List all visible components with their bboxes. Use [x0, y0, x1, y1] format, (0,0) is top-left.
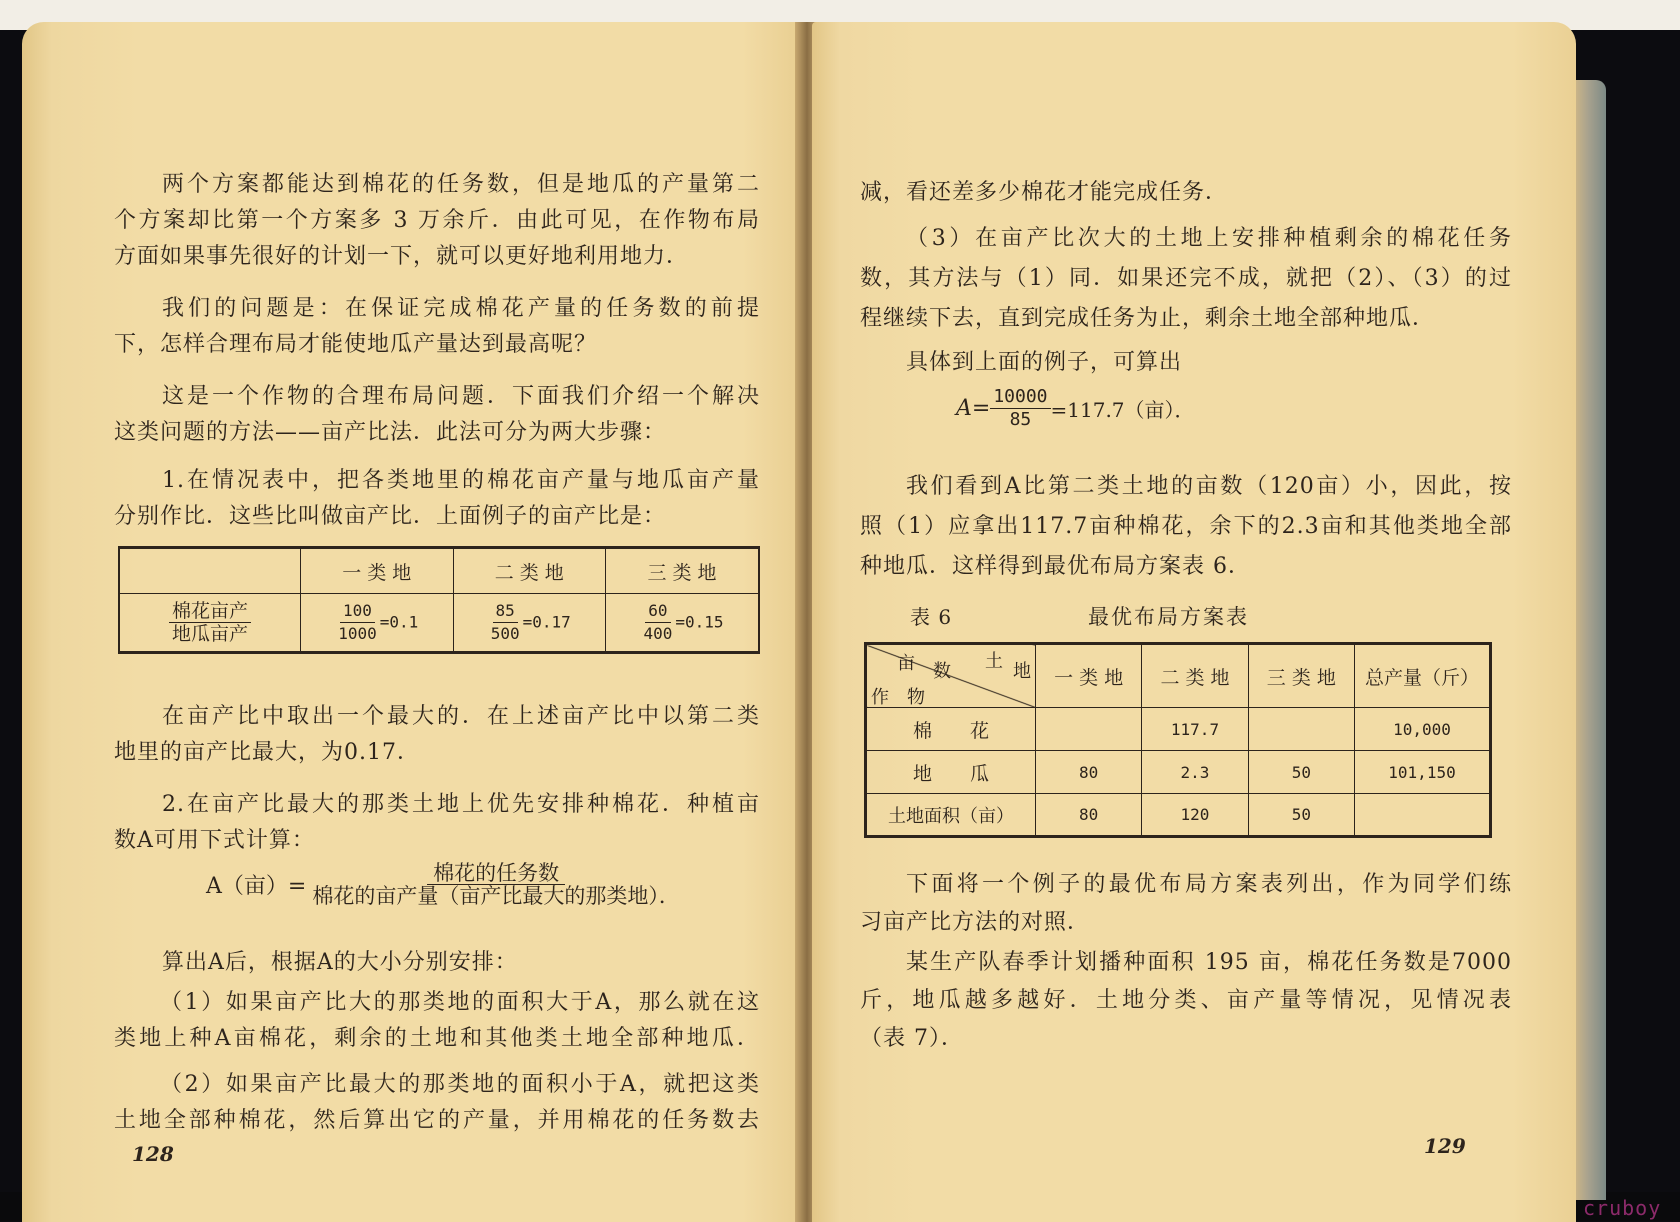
text-line: 地里的亩产比最大，为0.17．	[114, 740, 420, 765]
text-line: 这是一个作物的合理布局问题．下面我们介绍一个解决	[162, 384, 760, 409]
table6-title: 最优布局方案表	[1088, 605, 1249, 629]
ratio-header: 一 类 地	[301, 548, 454, 594]
table6-label: 表 6	[910, 605, 953, 629]
text-line: 减，看还差多少棉花才能完成任务．	[860, 180, 1229, 205]
text-line: 方面如果事先很好的计划一下，就可以更好地利用地力．	[114, 244, 690, 269]
page-number: 128	[132, 1142, 174, 1166]
text-line: 具体到上面的例子，可算出	[906, 350, 1183, 375]
text-line: 数A可用下式计算：	[114, 828, 315, 853]
page-number: 129	[1424, 1134, 1466, 1158]
text-line: 下，怎样合理布局才能使地瓜产量达到最高呢？	[114, 332, 598, 357]
ratio-row-label: $\frac{\text{棉花亩产}}{\text{地瓜亩产}}$	[119, 594, 301, 653]
table6-cell	[1355, 794, 1491, 837]
text-line: （表 7）．	[860, 1026, 964, 1051]
table6-cell: 117.7	[1142, 708, 1248, 751]
right-page	[812, 22, 1576, 1222]
text-line: 这类问题的方法——亩产比法．此法可分为两大步骤：	[114, 420, 667, 445]
table6-cell: 120	[1142, 794, 1248, 837]
watermark: cruboy	[1583, 1196, 1662, 1220]
ratio-table-corner	[119, 548, 301, 594]
table6-cell	[1036, 708, 1142, 751]
text-line: （1）如果亩产比大的那类地的面积大于A，那么就在这	[160, 990, 760, 1015]
ratio-header: 二 类 地	[453, 548, 606, 594]
table6-cell	[1248, 708, 1354, 751]
text-line: 我们看到A比第二类土地的亩数（120亩）小，因此，按	[906, 474, 1512, 499]
text-line: 个方案却比第一个方案多 3 万余斤．由此可见，在作物布局	[114, 208, 760, 233]
table6-corner: 亩 数 土 地 作 物	[866, 644, 1036, 708]
text-line: 类地上种A亩棉花，剩余的土地和其他类土地全部种地瓜．	[114, 1026, 760, 1051]
text-line: 土地全部种棉花，然后算出它的产量，并用棉花的任务数去	[114, 1108, 760, 1133]
table6-header: 总产量（斤）	[1355, 644, 1491, 708]
text-line: 斤，地瓜越多越好．土地分类、亩产量等情况，见情况表	[860, 988, 1512, 1013]
table6-row-label: 棉 花	[866, 708, 1036, 751]
table6-cell: 50	[1248, 794, 1354, 837]
text-line: 下面将一个例子的最优布局方案表列出，作为同学们练	[906, 872, 1512, 897]
text-line: （3）在亩产比次大的土地上安排种植剩余的棉花任务	[906, 226, 1512, 251]
table6-header: 一 类 地	[1036, 644, 1142, 708]
ratio-cell: $\frac{60}{400}$ =0.15	[606, 594, 759, 653]
table6-cell: 2.3	[1142, 751, 1248, 794]
ratio-cell: $\frac{100}{1000}$ =0.1	[301, 594, 454, 653]
table6-cell: 101,150	[1355, 751, 1491, 794]
text-line: 照（1）应拿出117.7亩种棉花，余下的2.3亩和其他类地全部	[860, 514, 1512, 539]
text-line: 1.在情况表中，把各类地里的棉花亩产量与地瓜亩产量	[162, 468, 760, 493]
text-line: 习亩产比方法的对照．	[860, 910, 1091, 935]
book-page-edges	[1576, 80, 1606, 1200]
table6-row-label: 地 瓜	[866, 751, 1036, 794]
formula-a: A（亩）= $\frac{\text{棉花的任务数}}{\text{棉花的亩产量（亩产比最大的那类地）．}}$	[206, 861, 680, 908]
text-line: 我们的问题是：在保证完成棉花产量的任务数的前提	[162, 296, 760, 321]
formula-a-result: A= $\frac{10000}{85}$ =117.7（亩）．	[956, 386, 1195, 430]
text-line: 在亩产比中取出一个最大的．在上述亩产比中以第二类	[162, 704, 760, 729]
table6	[864, 642, 1492, 838]
table6-cell: 80	[1036, 794, 1142, 837]
table6-header: 二 类 地	[1142, 644, 1248, 708]
text-line: 程继续下去，直到完成任务为止，剩余土地全部种地瓜．	[860, 306, 1436, 331]
ratio-header: 三 类 地	[606, 548, 759, 594]
table6-cell: 50	[1248, 751, 1354, 794]
ratio-table	[118, 546, 760, 654]
table6-cell: 10,000	[1355, 708, 1491, 751]
text-line: 种地瓜．这样得到最优布局方案表 6．	[860, 554, 1251, 579]
text-line: 算出A后，根据A的大小分别安排：	[162, 950, 518, 975]
left-page	[22, 22, 805, 1222]
text-line: （2）如果亩产比最大的那类地的面积小于A，就把这类	[160, 1072, 760, 1097]
table6-cell: 80	[1036, 751, 1142, 794]
table6-row-label: 土地面积（亩）	[866, 794, 1036, 837]
text-line: 2.在亩产比最大的那类土地上优先安排种棉花．种植亩	[162, 792, 760, 817]
table6-header: 三 类 地	[1248, 644, 1354, 708]
ratio-cell: $\frac{85}{500}$ =0.17	[453, 594, 606, 653]
text-line: 数，其方法与（1）同．如果还完不成，就把（2）、（3）的过	[860, 266, 1512, 291]
text-line: 某生产队春季计划播种面积 195 亩，棉花任务数是7000	[906, 950, 1512, 975]
text-line: 两个方案都能达到棉花的任务数，但是地瓜的产量第二	[162, 172, 760, 197]
text-line: 分别作比．这些比叫做亩产比．上面例子的亩产比是：	[114, 504, 667, 529]
